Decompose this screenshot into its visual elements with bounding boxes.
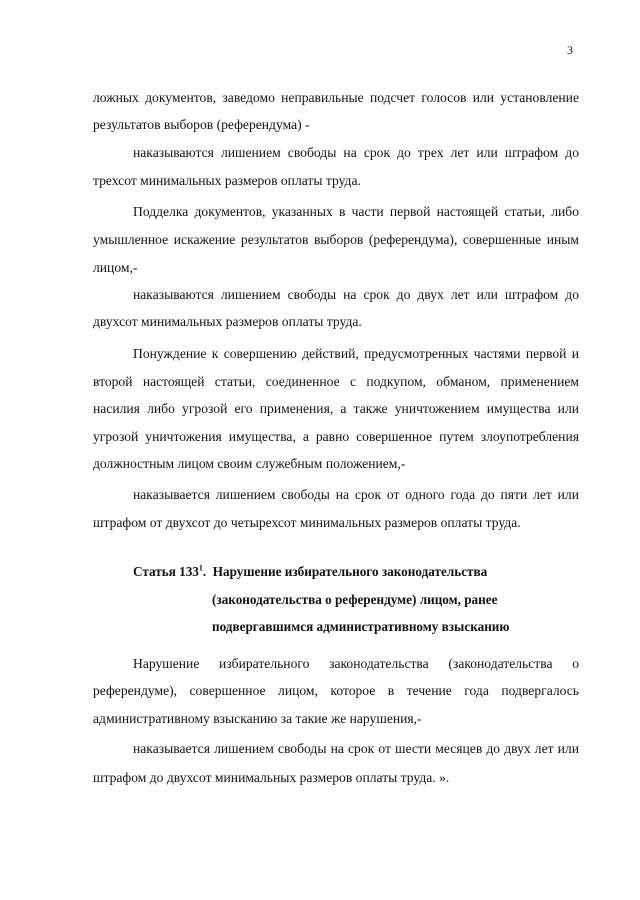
text-line: наказывается лишением свободы на срок от шести месяцев до двух лет или [133,741,579,756]
text-line: трехсот минимальных размеров оплаты труда. [93,173,361,188]
text-line: наказываются лишением свободы на срок до двух лет или штрафом до [133,287,579,302]
text-line: умышленное искажение результатов выборов (референдума), совершенные иным [93,232,579,247]
text-line: административному взысканию за такие же нарушения,- [93,711,422,726]
text-line: второй настоящей статьи, соединенное с подкупом, обманом, применением [93,374,579,389]
text-line: насилия либо угрозой его применения, а также уничтожением имущества или [93,401,579,416]
text-line: штрафом до двухсот минимальных размеров оплаты труда. ». [93,770,450,785]
text-line: наказываются лишением свободы на срок до трех лет или штрафом до [133,145,579,160]
text-line: Нарушение избирательного законодательства (законодательства о [133,656,579,671]
text-line: ложных документов, заведомо неправильные подсчет голосов или установление [93,90,579,105]
text-line: наказывается лишением свободы на срок от одного года до пяти лет или [133,487,579,502]
article-title-line3: подвергавшимся административному взысканию [212,619,510,634]
text-line: Понуждение к совершению действий, предусмотренных частями первой и [133,346,579,361]
text-line: двухсот минимальных размеров оплаты труда. [93,314,362,329]
article-title-line1: Нарушение избирательного законодательства [212,564,488,579]
text-line: Подделка документов, указанных в части первой настоящей статьи, либо [133,204,579,219]
text-line: должностным лицом своим служебным положением,- [93,456,406,471]
text-line: референдуме), совершенное лицом, которое в течение года подвергалось [93,683,579,698]
article-title-line2: (законодательства о референдуме) лицом, ранее [212,592,498,607]
article-heading: Статья $133^1$. Нарушение избирательного законодательства [133,563,488,579]
text-line: штрафом от двухсот до четырехсот минимальных размеров оплаты труда. [93,515,521,530]
text-line: лицом,- [93,260,138,275]
article-sup: 1 [198,563,203,573]
text-line: результатов выборов (референдума) - [93,117,310,132]
page-number: 3 [567,43,573,57]
article-label: Статья 133 [133,564,199,579]
text-line: угрозой уничтожения имущества, а равно совершенное путем злоупотребления [93,429,579,444]
